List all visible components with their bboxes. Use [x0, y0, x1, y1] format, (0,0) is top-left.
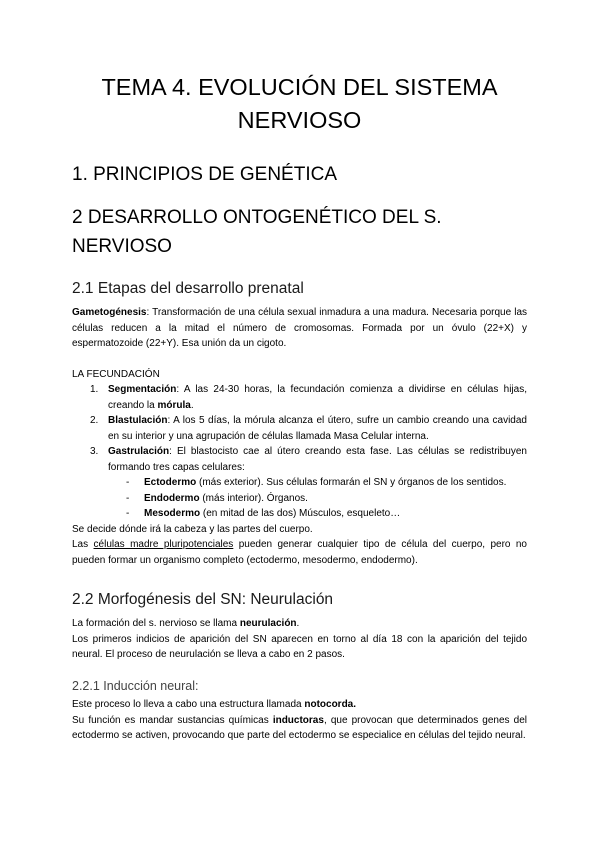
- inductoras-pre: Su función es mandar sustancias químicas: [72, 714, 273, 726]
- segmentacion-text: : A las 24-30 horas, la fecundación comienza a dividirse en células hijas, creando la: [108, 384, 527, 411]
- gametogenesis-text: : Transformación de una célula sexual inmadura a una madura. Necesaria porque las células reducen a la mitad el número de cromosomas. Formada por un óvulo (22+X) y espermatozoide (22+Y). Esa unión da un cigoto.: [72, 307, 527, 349]
- neurulacion-post: .: [296, 618, 300, 629]
- heading-induccion-neural: 2.2.1 Inducción neural:: [72, 679, 199, 693]
- heading-principios-genetica: 1. PRINCIPIOS DE GENÉTICA: [72, 164, 337, 185]
- term-ectodermo: Ectodermo: [144, 477, 197, 488]
- heading-desarrollo-ontogenetico: 2 DESARROLLO ONTOGENÉTICO DEL S. NERVIOSO: [72, 207, 442, 257]
- paragraph-neurulacion: [72, 616, 527, 632]
- inductoras-post: , que provocan que determinados genes del ectodermo se activen, provocando que parte del ectodermo se especialice en células del tejido neural.: [72, 714, 527, 741]
- term-segmentacion: Segmentación: [108, 384, 177, 395]
- section-neurulacion-body: [72, 616, 527, 663]
- ectodermo-text: (más exterior). Sus células formarán el SN y órganos de los sentidos.: [196, 477, 507, 488]
- term-blastulacion: Blastulación: [108, 415, 168, 426]
- term-gastrulacion: Gastrulación: [108, 446, 170, 457]
- paragraph-notocorda: [72, 697, 527, 713]
- section-etapas-body: [72, 305, 527, 568]
- paragraph-celulas-madre: [72, 537, 527, 568]
- paragraph-gametogenesis: [72, 305, 527, 352]
- bullet-dash: -: [126, 508, 130, 519]
- term-notocorda: notocorda.: [304, 699, 357, 710]
- term-mesodermo: Mesodermo: [144, 508, 201, 519]
- list-number: 1.: [90, 384, 99, 395]
- notocorda-pre: Este proceso lo lleva a cabo una estructura llamada: [72, 699, 305, 710]
- paragraph-cabeza: Se decide dónde irá la cabeza y las partes del cuerpo.: [72, 523, 313, 535]
- term-inductoras: inductoras: [272, 714, 324, 726]
- term-gametogenesis: Gametogénesis: [72, 307, 147, 318]
- list-item-segmentacion: [72, 382, 527, 413]
- list-number: 3.: [90, 446, 99, 457]
- term-endodermo: Endodermo: [144, 492, 200, 504]
- bullet-dash: -: [126, 492, 130, 504]
- madre-post: pueden generar cualquier tipo de célula del cuerpo, pero no pueden formar un organismo completo (ectodermo, mesodermo, endodermo).: [72, 539, 527, 566]
- list-item-blastulacion: [72, 413, 527, 444]
- paragraph-indicios-sn: Los primeros indicios de aparición del SN aparecen en torno al día 18 con la aparición del tejido neural. El proceso de neurulación se lleva a cabo en 2 pasos.: [72, 633, 527, 660]
- list-item-endodermo: [72, 491, 527, 507]
- section-induccion-body: [72, 697, 527, 744]
- blastulacion-text: : A los 5 días, la mórula alcanza el útero, sufre un cambio creando una cavidad en su interior y una agrupación de células llamada Masa Celular interna.: [108, 415, 527, 442]
- paragraph-inductoras: [72, 713, 527, 744]
- page-title: TEMA 4. EVOLUCIÓN DEL SISTEMA NERVIOSO: [101, 74, 498, 133]
- term-morula: mórula: [157, 399, 191, 411]
- heading-morfogenesis-neurulacion: 2.2 Morfogénesis del SN: Neurulación: [72, 591, 334, 608]
- list-item-ectodermo: [72, 475, 527, 491]
- label-fecundacion: LA FECUNDACIÓN: [72, 368, 160, 380]
- list-item-gastrulacion: [72, 444, 527, 475]
- list-item-mesodermo: [72, 506, 527, 522]
- endodermo-text: (más interior). Órganos.: [199, 492, 308, 504]
- heading-etapas-desarrollo-prenatal: 2.1 Etapas del desarrollo prenatal: [72, 280, 304, 297]
- neurulacion-pre: La formación del s. nervioso se llama: [72, 618, 240, 629]
- bullet-dash: -: [126, 477, 130, 488]
- gastrulacion-text: : El blastocisto cae al útero creando esta fase. Las células se redistribuyen formando tres capas celulares:: [108, 446, 527, 473]
- mesodermo-text: (en mitad de las dos) Músculos, esqueleto…: [200, 508, 401, 519]
- list-number: 2.: [90, 415, 99, 426]
- term-neurulacion: neurulación: [239, 618, 297, 629]
- term-celulas-madre: células madre pluripotenciales: [93, 539, 234, 550]
- madre-pre: Las: [72, 539, 94, 550]
- segmentacion-end: .: [190, 399, 194, 411]
